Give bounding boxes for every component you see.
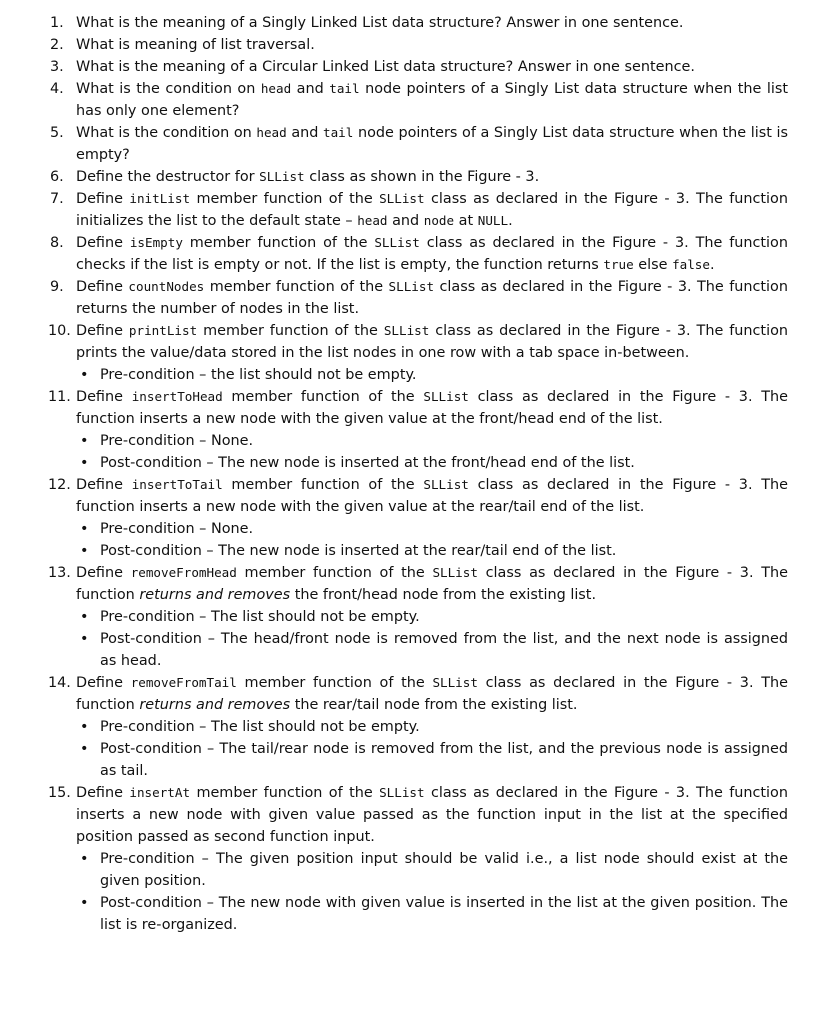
text-segment: and (387, 213, 424, 229)
condition-text: Post-condition – The head/front node is removed from the list, and the next node is assigned as head. (100, 631, 788, 669)
text-segment: What is the meaning of a Circular Linked List data structure? Answer in one sentence. (76, 59, 695, 75)
text-segment: class as declared in the Figure - 3. The function prints the value/data stored in the list nodes in one row with a tab space in-between. (76, 323, 788, 361)
question-number: 13. (48, 565, 71, 581)
condition-item (76, 606, 788, 628)
text-segment: Define the destructor for (76, 169, 260, 185)
question-number: 12. (48, 477, 71, 493)
text-segment: member function of the (197, 323, 384, 339)
question-number: 15. (48, 785, 71, 801)
question-item (50, 78, 788, 122)
question-text (76, 59, 695, 75)
condition-list (76, 848, 788, 936)
code-term: SLList (383, 323, 430, 338)
code-term: SLList (374, 235, 420, 250)
bullet-icon: • (80, 609, 89, 625)
text-segment: and (291, 81, 330, 97)
bullet-icon: • (80, 895, 89, 911)
question-text (76, 15, 683, 31)
condition-item (76, 452, 788, 474)
bullet-icon: • (80, 521, 89, 537)
condition-item (76, 540, 788, 562)
code-term: removeFromTail (130, 675, 237, 690)
text-segment: What is the meaning of a Singly Linked List data structure? Answer in one sentence. (76, 15, 684, 31)
bullet-icon: • (80, 433, 89, 449)
code-term: countNodes (128, 279, 205, 294)
code-term: node (423, 213, 455, 228)
text-segment: Define (76, 191, 130, 207)
code-term: false (672, 257, 710, 272)
question-text (76, 125, 788, 163)
emphasis-text: returns and removes (139, 697, 291, 713)
text-segment: member function of the (182, 235, 375, 251)
bullet-icon: • (80, 631, 89, 647)
question-text (76, 785, 788, 845)
question-list (50, 12, 788, 936)
question-text (76, 279, 788, 317)
text-segment: and (286, 125, 323, 141)
question-text (76, 477, 788, 515)
text-segment: class as declared in the Figure - 3. The function inserts a new node with the given value at the front/head end of the list. (76, 389, 788, 427)
code-term: true (603, 257, 634, 272)
question-number: 3. (50, 59, 64, 75)
text-segment: class as shown in the Figure - 3. (304, 169, 540, 185)
code-term: head (260, 81, 292, 96)
question-text (76, 675, 788, 713)
question-item (50, 166, 788, 188)
text-segment: class as declared in the Figure - 3. The function (76, 565, 788, 603)
question-number: 10. (48, 323, 71, 339)
code-term: insertToTail (131, 477, 223, 492)
code-term: SLList (379, 191, 425, 206)
question-number: 9. (50, 279, 64, 295)
condition-text: Pre-condition – the list should not be empty. (100, 367, 417, 383)
condition-item (76, 848, 788, 892)
question-number: 8. (50, 235, 64, 251)
condition-text: Pre-condition – None. (100, 521, 254, 537)
text-segment: What is the condition on (76, 81, 261, 97)
question-item (50, 34, 788, 56)
code-term: head (256, 125, 287, 140)
text-segment: class as declared in the Figure - 3. The function returns the number of nodes in the list. (76, 279, 788, 317)
code-term: insertToHead (131, 389, 223, 404)
question-number: 5. (50, 125, 64, 141)
text-segment: Define (76, 279, 129, 295)
bullet-icon: • (80, 741, 89, 757)
text-segment: member function of the (236, 565, 433, 581)
text-segment: Define (76, 477, 132, 493)
code-term: initList (129, 191, 191, 206)
emphasis-text: returns and removes (139, 587, 291, 603)
text-segment: Define (76, 389, 132, 405)
question-number: 7. (50, 191, 64, 207)
bullet-icon: • (80, 543, 89, 559)
text-segment: class as declared in the Figure - 3. The function (76, 675, 788, 713)
text-segment: member function of the (222, 477, 424, 493)
text-segment: member function of the (222, 389, 424, 405)
condition-list (76, 518, 788, 562)
code-term: removeFromHead (130, 565, 237, 580)
question-item (50, 12, 788, 34)
question-item (50, 232, 788, 276)
question-item (50, 122, 788, 166)
question-item (50, 672, 788, 782)
text-segment: What is meaning of list traversal. (76, 37, 315, 53)
code-term: SLList (379, 785, 425, 800)
text-segment: member function of the (190, 191, 380, 207)
condition-text: Post-condition – The new node with given value is inserted in the list at the given position. The list is re-organized. (100, 895, 788, 933)
question-item (50, 474, 788, 562)
condition-item (76, 892, 788, 936)
question-text (76, 235, 788, 273)
text-segment: Define (76, 675, 131, 691)
condition-text: Pre-condition – The list should not be empty. (100, 719, 420, 735)
text-segment: node pointers of a Singly List data structure when the list is empty? (76, 125, 788, 163)
code-term: SLList (432, 675, 478, 690)
text-segment: What is the condition on (76, 125, 257, 141)
code-term: SLList (423, 477, 469, 492)
question-text (76, 565, 788, 603)
text-segment: class as declared in the Figure - 3. The function initializes the list to the default state – (76, 191, 788, 229)
question-item (50, 386, 788, 474)
code-term: SLList (432, 565, 478, 580)
condition-list (76, 430, 788, 474)
condition-text: Post-condition – The tail/rear node is removed from the list, and the previous node is assigned as tail. (100, 741, 788, 779)
condition-list (76, 364, 788, 386)
text-segment: the rear/tail node from the existing list. (290, 697, 578, 713)
text-segment: member function of the (204, 279, 389, 295)
text-segment: at (454, 213, 478, 229)
condition-text: Post-condition – The new node is inserted at the rear/tail end of the list. (100, 543, 617, 559)
text-segment: Define (76, 235, 130, 251)
condition-item (76, 716, 788, 738)
bullet-icon: • (80, 719, 89, 735)
text-segment: . (508, 213, 513, 229)
condition-text: Pre-condition – The list should not be empty. (100, 609, 420, 625)
bullet-icon: • (80, 455, 89, 471)
condition-item (76, 518, 788, 540)
question-text (76, 389, 788, 427)
question-number: 6. (50, 169, 64, 185)
question-item (50, 276, 788, 320)
condition-item (76, 628, 788, 672)
code-term: SLList (423, 389, 469, 404)
condition-text: Pre-condition – None. (100, 433, 254, 449)
text-segment: Define (76, 565, 131, 581)
question-number: 2. (50, 37, 64, 53)
question-text (76, 37, 315, 53)
text-segment: . (709, 257, 715, 273)
text-segment: Define (76, 323, 129, 339)
code-term: isEmpty (129, 235, 183, 250)
text-segment: the front/head node from the existing list. (290, 587, 597, 603)
condition-item (76, 430, 788, 452)
question-item (50, 188, 788, 232)
condition-text: Post-condition – The new node is inserted at the front/head end of the list. (100, 455, 635, 471)
question-text (76, 191, 788, 229)
code-term: SLList (388, 279, 435, 294)
text-segment: class as declared in the Figure - 3. The function checks if the list is empty or not. If the list is empty, the function returns (76, 235, 788, 273)
code-term: head (357, 213, 388, 228)
bullet-icon: • (80, 851, 89, 867)
question-item (50, 56, 788, 78)
question-number: 4. (50, 81, 64, 97)
condition-list (76, 716, 788, 782)
condition-item (76, 364, 788, 386)
text-segment: Define (76, 785, 130, 801)
question-item (50, 782, 788, 936)
text-segment: class as declared in the Figure - 3. The function inserts a new node with the given value at the rear/tail end of the list. (76, 477, 788, 515)
text-segment: else (633, 257, 673, 273)
question-number: 1. (50, 15, 64, 31)
code-term: NULL (477, 213, 509, 228)
text-segment: node pointers of a Singly List data structure when the list has only one element? (76, 81, 788, 119)
question-item (50, 562, 788, 672)
text-segment: member function of the (236, 675, 433, 691)
question-number: 14. (48, 675, 71, 691)
code-term: insertAt (129, 785, 191, 800)
text-segment: member function of the (190, 785, 380, 801)
question-text (76, 81, 788, 119)
bullet-icon: • (80, 367, 89, 383)
text-segment: class as declared in the Figure - 3. The function inserts a new node with given value passed as the function input in the list at the specified position passed as second function input. (76, 785, 788, 845)
condition-text: Pre-condition – The given position input should be valid i.e., a list node should exist at the given position. (100, 851, 788, 889)
condition-list (76, 606, 788, 672)
question-number: 11. (48, 389, 71, 405)
code-term: printList (128, 323, 198, 338)
question-item (50, 320, 788, 386)
question-text (76, 323, 788, 361)
code-term: tail (329, 81, 360, 96)
question-text (76, 169, 539, 185)
condition-item (76, 738, 788, 782)
code-term: tail (323, 125, 354, 140)
code-term: SLList (259, 169, 305, 184)
